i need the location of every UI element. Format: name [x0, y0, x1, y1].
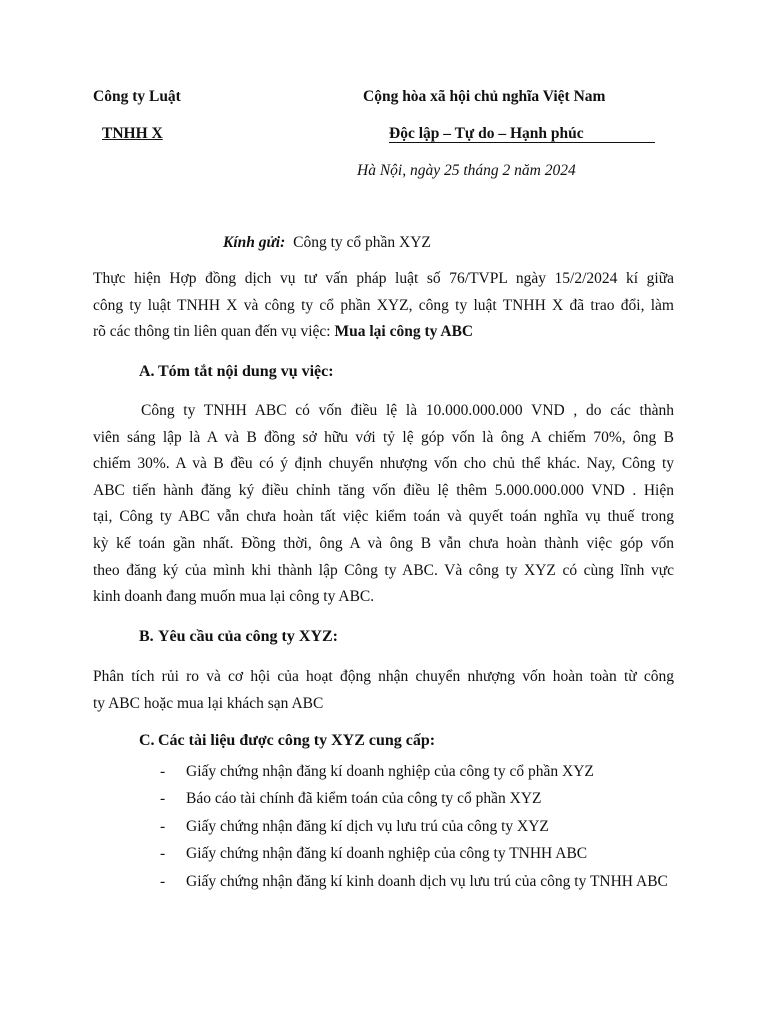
company-name-line1: Công ty Luật	[93, 88, 181, 105]
section-a-title: Tóm tắt nội dung vụ việc:	[158, 363, 334, 380]
intro-line: Thực hiện Hợp đồng dịch vụ tư vấn pháp luật số 76/TVPL ngày 15/2/2024 kí giữa	[93, 270, 674, 287]
section-a-letter: A.	[139, 363, 155, 380]
section-a-line: viên sáng lập là A và B đồng sở hữu với tỷ lệ góp vốn là ông A chiếm 70%, ông B	[93, 428, 674, 446]
list-item-text: Giấy chứng nhận đăng kí dịch vụ lưu trú của công ty XYZ	[186, 817, 549, 835]
list-item-text: Giấy chứng nhận đăng kí doanh nghiệp của công ty cổ phần XYZ	[186, 763, 594, 780]
national-motto: Độc lập – Tự do – Hạnh phúc	[389, 125, 655, 143]
section-a-line: kinh doanh đang muốn mua lại công ty ABC.	[93, 588, 375, 606]
section-a-paragraph	[93, 398, 674, 611]
bullet-dash: -	[160, 872, 166, 890]
case-title: Mua lại công ty ABC	[334, 323, 474, 341]
intro-line: công ty luật TNHH X và công ty cổ phần XYZ, công ty luật TNHH X đã trao đổi, làm	[93, 296, 674, 314]
section-a-line: tại, Công ty ABC vẫn chưa hoàn tất việc kiểm toán và quyết toán nghĩa vụ thuế trong	[93, 508, 674, 526]
greeting-label: Kính gửi:	[223, 234, 286, 251]
intro-line-prefix: rõ các thông tin liên quan đến vụ việc:	[93, 323, 335, 341]
section-c-letter: C.	[139, 732, 155, 749]
greeting-recipient: Công ty cổ phần XYZ	[293, 234, 431, 251]
document-list	[160, 758, 680, 895]
section-b-heading	[139, 628, 338, 646]
list-item-text: Báo cáo tài chính đã kiểm toán của công ty cổ phần XYZ	[186, 790, 542, 808]
bullet-dash: -	[160, 845, 166, 863]
section-b-line: Phân tích rủi ro và cơ hội của hoạt động nhận chuyển nhượng vốn hoàn toàn từ công	[93, 668, 674, 685]
section-b-paragraph	[93, 664, 674, 717]
list-item	[160, 840, 680, 867]
list-item-text: Giấy chứng nhận đăng kí doanh nghiệp của công ty TNHH ABC	[186, 845, 588, 863]
bullet-dash: -	[160, 790, 166, 808]
intro-paragraph	[93, 266, 674, 346]
section-a-line: kỳ kế toán gần nhất. Đồng thời, ông A và ông B vẫn chưa hoàn thành việc góp vốn	[93, 534, 674, 552]
list-item	[160, 868, 680, 895]
section-a-line: Công ty TNHH ABC có vốn điều lệ là 10.000.000.000 VND , do các thành	[141, 402, 674, 419]
section-c-heading	[139, 732, 435, 750]
national-title: Cộng hòa xã hội chủ nghĩa Việt Nam	[363, 88, 606, 105]
list-item	[160, 785, 680, 812]
list-item-text: Giấy chứng nhận đăng kí kinh doanh dịch vụ lưu trú của công ty TNHH ABC	[186, 872, 668, 890]
bullet-dash: -	[160, 763, 166, 780]
intro-line	[93, 319, 674, 346]
section-a-line: chiếm 30%. A và B đều có ý định chuyển nhượng vốn cho chủ thể khác. Nay, Công ty	[93, 455, 674, 473]
section-a-line: theo đăng ký của mình khi thành lập Công ty ABC. Và công ty XYZ có cùng lĩnh vực	[93, 561, 674, 579]
section-b-line: ty ABC hoặc mua lại khách sạn ABC	[93, 694, 324, 712]
place-date: Hà Nội, ngày 25 tháng 2 năm 2024	[357, 162, 576, 179]
section-b-letter: B.	[139, 628, 154, 645]
bullet-dash: -	[160, 817, 166, 835]
section-b-title: Yêu cầu của công ty XYZ:	[158, 628, 338, 645]
list-item	[160, 758, 680, 785]
section-c-title: Các tài liệu được công ty XYZ cung cấp:	[158, 732, 436, 749]
greeting	[223, 234, 431, 252]
company-name-line2: TNHH X	[102, 125, 163, 142]
list-item	[160, 813, 680, 840]
section-a-line: ABC tiến hành đăng ký điều chỉnh tăng vốn điều lệ thêm 5.000.000.000 VND . Hiện	[93, 481, 674, 499]
section-a-heading	[139, 363, 334, 381]
